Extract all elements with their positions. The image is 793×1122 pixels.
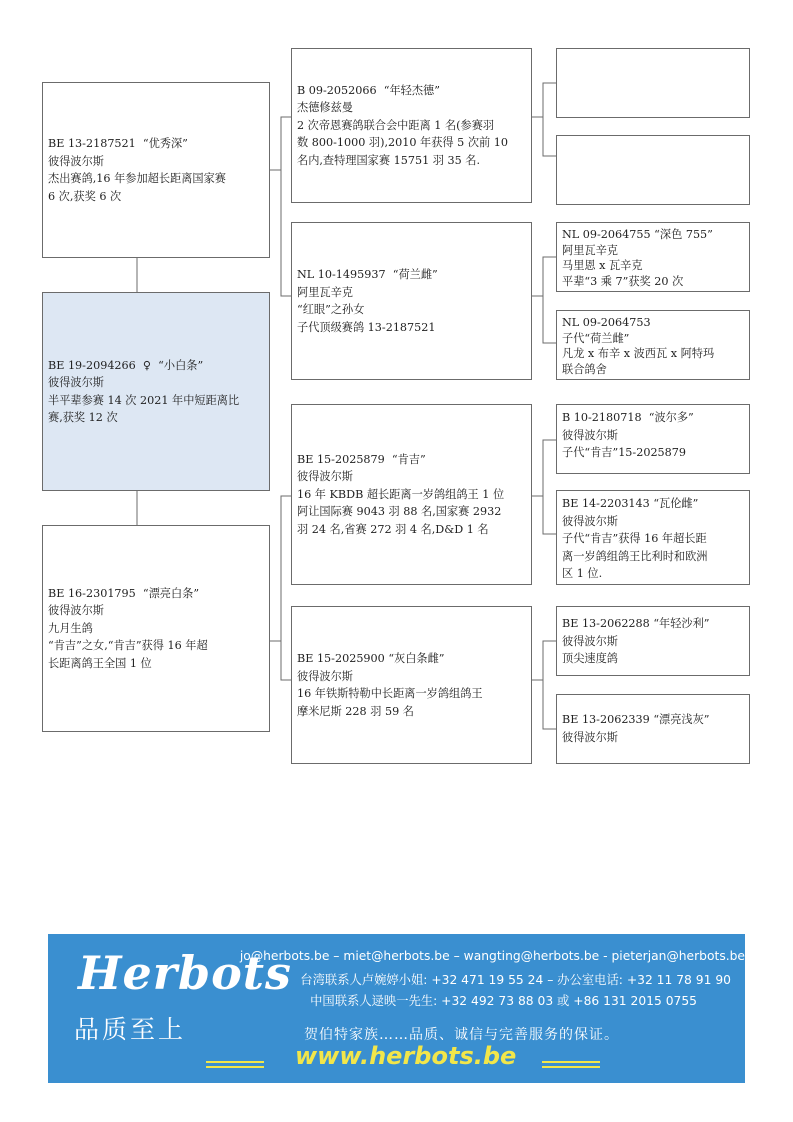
pedigree-line: 彼得波尔斯 [297, 669, 353, 683]
china-contact: 中国联系人逯映一先生: +32 492 73 88 03 或 +86 131 2015 0755 [310, 994, 697, 1008]
pedigree-line: 彼得波尔斯 [562, 514, 618, 528]
pedigree-line: 彼得波尔斯 [48, 154, 104, 168]
decor-line-right-2 [542, 1066, 600, 1068]
dam-card [42, 525, 270, 732]
sd-sire-card [556, 222, 750, 292]
pedigree-line: 马里恩 x 瓦辛克 [562, 259, 643, 272]
dd-sire-card [556, 606, 750, 676]
herbots-logo: Herbots [78, 946, 292, 1000]
pedigree-line: NL 09-2064755 “深色 755” [562, 228, 713, 241]
pedigree-line: 16 年铁斯特勒中长距离一岁鸽组鸽王 [297, 687, 483, 700]
pedigree-line: 16 年 KBDB 超长距离一岁鸽组鸽王 1 位 [297, 487, 505, 501]
decor-line-right [542, 1061, 600, 1063]
pedigree-line: 区 1 位. [562, 567, 603, 580]
pedigree-line: 2 次帝恩赛鸽联合会中距离 1 名(参赛羽 [297, 118, 495, 132]
sire-card [42, 82, 270, 258]
pedigree-line: NL 10-1495937 “荷兰雌” [297, 268, 438, 281]
sire-dam-card [291, 222, 532, 380]
pedigree-line: 杰出赛鸽,16 年参加超长距离国家赛 [48, 172, 226, 185]
pedigree-line: 半平辈参赛 14 次 2021 年中短距离比 [48, 393, 240, 407]
pedigree-line: 彼得波尔斯 [562, 428, 618, 442]
pedigree-line: 阿里瓦辛克 [297, 285, 353, 299]
pedigree-line: 摩米尼斯 228 羽 59 名 [297, 704, 414, 718]
website-link[interactable]: www.herbots.be [295, 1042, 517, 1070]
pedigree-line: 6 次,获奖 6 次 [48, 189, 122, 203]
dd-dam-card [556, 694, 750, 764]
pedigree-line: 彼得波尔斯 [48, 604, 104, 618]
sire-sire-card [291, 48, 532, 203]
slogan: 贺伯特家族……品质、诚信与完善服务的保证。 [304, 1027, 619, 1043]
pedigree-line: 彼得波尔斯 [48, 376, 104, 389]
email-contacts[interactable]: jo@herbots.be – miet@herbots.be – wangting@herbots.be - pieterjan@herbots.be [239, 949, 745, 963]
pedigree-line: 羽 24 名,省赛 272 羽 4 名,D&D 1 名 [297, 522, 489, 536]
pedigree-line: BE 13-2062339 “漂亮浅灰” [562, 713, 710, 726]
decor-line-left-2 [206, 1066, 264, 1068]
ds-sire-card [556, 404, 750, 474]
pedigree-line: BE 19-2094266 ♀ “小白条” [48, 358, 204, 372]
pedigree-line: 数 800-1000 羽),2010 年获得 5 次前 10 [297, 136, 509, 150]
pedigree-line: 彼得波尔斯 [562, 730, 618, 744]
pedigree-line: 离一岁鸽组鸽王比利时和欧洲 [562, 549, 708, 563]
pedigree-line: 凡龙 x 布辛 x 波西瓦 x 阿特玛 [562, 347, 715, 360]
pedigree-line: 顶尖速度鸽 [562, 652, 618, 665]
tagline: 品质至上 [74, 1015, 187, 1044]
dam-dam-card [291, 606, 532, 764]
pedigree-line: B 09-2052066 “年轻杰德” [297, 83, 440, 97]
taiwan-contact: 台湾联系人卢婉婷小姐: +32 471 19 55 24 – 办公室电话: +32 11 78 91 90 [300, 973, 731, 987]
pedigree-line: 长距离鸽王全国 1 位 [48, 656, 152, 670]
pedigree-line: 子代“肯吉”15-2025879 [562, 446, 687, 459]
pedigree-line: “红眼”之孙女 [297, 303, 365, 316]
pedigree-line: 阿让国际赛 9043 羽 88 名,国家赛 2932 [297, 505, 502, 519]
pedigree-line: BE 15-2025879 “肯吉” [297, 452, 426, 466]
pedigree-line: 九月生鸽 [48, 621, 93, 635]
pedigree-line: BE 15-2025900 “灰白条雌” [297, 652, 445, 665]
pedigree-line: B 10-2180718 “波尔多” [562, 411, 694, 424]
pedigree-line: “肯吉”之女,“肯吉”获得 16 年超 [48, 639, 208, 653]
pedigree-line: 平辈“3 乘 7”获奖 20 次 [562, 274, 684, 288]
footer-banner [48, 934, 745, 1083]
pedigree-line: BE 13-2062288 “年轻沙利” [562, 617, 710, 630]
subject-card [42, 292, 270, 491]
pedigree-line: 杰德修兹曼 [297, 101, 353, 115]
pedigree-line: 联合鸽舍 [562, 362, 607, 376]
pedigree-line: 彼得波尔斯 [297, 470, 353, 484]
pedigree-line: 赛,获奖 12 次 [48, 411, 118, 424]
ds-dam-card [556, 490, 750, 585]
pedigree-line: 阿里瓦辛克 [562, 243, 618, 257]
decor-line-left [206, 1061, 264, 1063]
pedigree-line: 子代“荷兰雌” [562, 331, 630, 345]
pedigree-line: BE 16-2301795 “漂亮白条” [48, 586, 200, 600]
pedigree-line: 彼得波尔斯 [562, 634, 618, 648]
ss-sire-card [556, 48, 750, 118]
pedigree-line: 子代顶级赛鸽 13-2187521 [297, 320, 436, 334]
pedigree-line: 名内,查特理国家赛 15751 羽 35 名. [297, 153, 481, 167]
dam-sire-card [291, 404, 532, 585]
sd-dam-card [556, 310, 750, 380]
pedigree-line: 子代“肯吉”获得 16 年超长距 [562, 532, 707, 545]
pedigree-line: NL 09-2064753 [562, 316, 651, 329]
ss-dam-card [556, 135, 750, 205]
pedigree-line: BE 13-2187521 “优秀深” [48, 137, 188, 150]
pedigree-line: BE 14-2203143 “瓦伦雌” [562, 497, 699, 510]
